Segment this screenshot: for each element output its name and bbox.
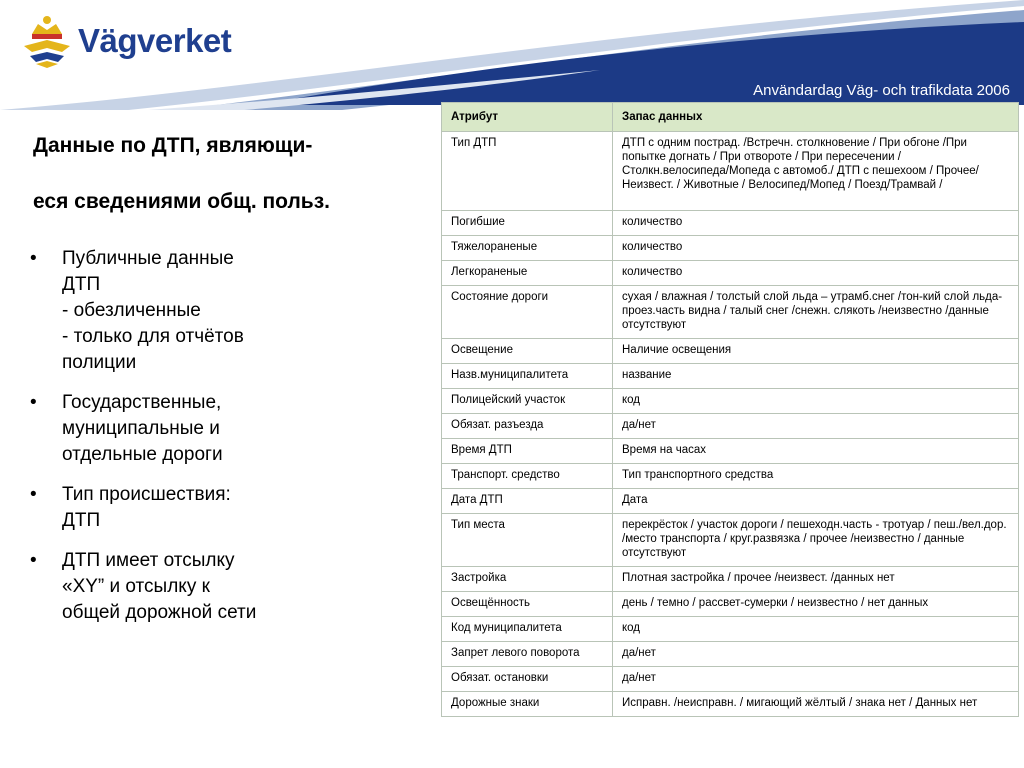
data-cell: да/нет: [613, 414, 1019, 439]
presentation-subtitle: Användardag Väg- och trafikdata 2006: [753, 82, 1010, 99]
bullet-line: «XY” и отсылку к: [62, 576, 210, 597]
attribute-cell: Дорожные знаки: [442, 692, 613, 717]
data-cell: количество: [613, 236, 1019, 261]
table-row: [442, 642, 1019, 667]
attribute-cell: Состояние дороги: [442, 286, 613, 339]
table-row: [442, 132, 1019, 211]
bullet-line: полиции: [62, 352, 137, 373]
table-row: [442, 514, 1019, 567]
bullet-line: ДТП: [62, 274, 101, 295]
bullet-line: Тип происшествия:: [62, 484, 231, 505]
table-row: [442, 667, 1019, 692]
bullet-line: ДТП имеет отсылку: [62, 550, 235, 571]
table-row: [442, 592, 1019, 617]
table-row: [442, 286, 1019, 339]
attribute-cell: Тип места: [442, 514, 613, 567]
slide-title-line-1: Данные по ДТП, являющи-: [33, 134, 313, 157]
table-row: [442, 489, 1019, 514]
attribute-cell: Погибшие: [442, 211, 613, 236]
data-cell: сухая / влажная / толстый слой льда – утрамб.снег /тон-кий слой льда-проез.часть видна / талый снег /снежн. слякоть /неизвестно /данные отсутствуют: [613, 286, 1019, 339]
bullet-item: [30, 482, 330, 534]
data-cell: Наличие освещения: [613, 339, 1019, 364]
attributes-table: [441, 102, 1019, 717]
bullet-line: Государственные,: [62, 392, 222, 413]
bullet-line: Публичные данные: [62, 248, 234, 269]
data-cell: Плотная застройка / прочее /неизвест. /данных нет: [613, 567, 1019, 592]
data-cell: день / темно / рассвет-сумерки / неизвестно / нет данных: [613, 592, 1019, 617]
slide-title: [33, 118, 433, 230]
table-body: [442, 132, 1019, 717]
table-row: [442, 464, 1019, 489]
bullet-line: отдельные дороги: [62, 444, 223, 465]
bullet-item: [30, 246, 330, 376]
table-row: [442, 692, 1019, 717]
table-row: [442, 617, 1019, 642]
data-cell: количество: [613, 261, 1019, 286]
data-cell: код: [613, 389, 1019, 414]
table-row: [442, 389, 1019, 414]
bullet-symbol: •: [30, 550, 37, 571]
attribute-cell: Дата ДТП: [442, 489, 613, 514]
attribute-cell: Обязат. остановки: [442, 667, 613, 692]
bullet-symbol: •: [30, 392, 37, 413]
bullet-line: - обезличенные: [62, 300, 201, 321]
attribute-cell: Застройка: [442, 567, 613, 592]
attribute-cell: Полицейский участок: [442, 389, 613, 414]
attribute-cell: Тяжелораненые: [442, 236, 613, 261]
attribute-cell: Тип ДТП: [442, 132, 613, 211]
attribute-cell: Код муниципалитета: [442, 617, 613, 642]
brand-name: Vägverket: [78, 22, 232, 59]
bullet-symbol: •: [30, 484, 37, 505]
attribute-cell: Назв.муниципалитета: [442, 364, 613, 389]
data-cell: название: [613, 364, 1019, 389]
bullet-line: - только для отчётов: [62, 326, 244, 347]
bullet-item: [30, 390, 330, 468]
data-cell: перекрёсток / участок дороги / пешеходн.часть - тротуар / пеш./вел.дор. /место транспорта / круг.развязка / прочее /неизвестно / данные отсутствуют: [613, 514, 1019, 567]
table-row: [442, 261, 1019, 286]
table-header-row: [442, 103, 1019, 132]
table-row: [442, 567, 1019, 592]
bullet-list: [30, 246, 330, 640]
table-row: [442, 414, 1019, 439]
bullet-symbol: •: [30, 248, 37, 269]
data-cell: да/нет: [613, 667, 1019, 692]
attribute-cell: Транспорт. средство: [442, 464, 613, 489]
data-cell: да/нет: [613, 642, 1019, 667]
data-cell: Исправн. /неисправн. / мигающий жёлтый / знака нет / Данных нет: [613, 692, 1019, 717]
data-cell: Дата: [613, 489, 1019, 514]
data-cell: Время на часах: [613, 439, 1019, 464]
table-row: [442, 339, 1019, 364]
table-row: [442, 439, 1019, 464]
table-row: [442, 236, 1019, 261]
attribute-cell: Освещённость: [442, 592, 613, 617]
slide-title-line-2: еся сведениями общ. польз.: [33, 190, 330, 213]
bullet-line: ДТП: [62, 510, 101, 531]
data-cell: ДТП с одним пострад. /Встречн. столкновение / При обгоне /При попытке догнать / При отвороте / При пересечении / Столкн.велосипеда/Мопеда с автомоб./ ДТП с пешехоом / Прочее/Неизвест. / Животные / Велосипед/Мопед / Поезд/Трамвай /: [613, 132, 1019, 211]
crown-logo-icon: [22, 12, 72, 68]
data-cell: Тип транспортного средства: [613, 464, 1019, 489]
attribute-cell: Время ДТП: [442, 439, 613, 464]
column-header-attribute: Атрибут: [442, 103, 613, 132]
bullet-line: муниципальные и: [62, 418, 220, 439]
data-cell: код: [613, 617, 1019, 642]
table-row: [442, 211, 1019, 236]
attribute-cell: Обязат. разъезда: [442, 414, 613, 439]
attribute-cell: Запрет левого поворота: [442, 642, 613, 667]
data-cell: количество: [613, 211, 1019, 236]
table-row: [442, 364, 1019, 389]
bullet-line: общей дорожной сети: [62, 602, 257, 623]
bullet-item: [30, 548, 330, 626]
attribute-cell: Освещение: [442, 339, 613, 364]
column-header-data: Запас данных: [613, 103, 1019, 132]
attribute-cell: Легкораненые: [442, 261, 613, 286]
